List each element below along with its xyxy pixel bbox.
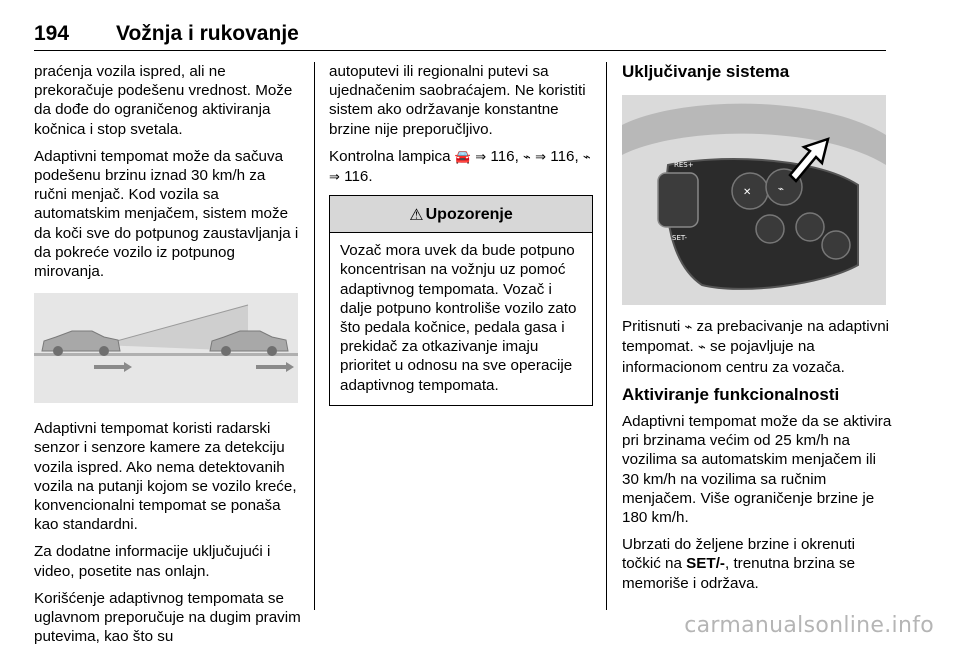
column-1 [34,62,302,654]
acc-button-icon: ⌁ [684,320,693,336]
warning-text: Vozač mora uvek da bude potpuno koncentrisan na vožnju uz pomoć adaptivnog tempomata. Vozač i dalje potpuno kontroliše vozilo zato što pedala kočnice, pedala gasa i prekidač za otkazivanje imaju prioritet u odnosu na sve operacije adaptivnog tempomata. [340,242,577,394]
warning-title: Upozorenje [425,205,513,223]
page-ref-arrow-icon: ⇒ [475,149,487,165]
car-lamp-icon: 🚘 [454,149,471,165]
acc-active-icon: ⌁ [582,149,591,165]
warning-box [329,195,593,406]
section-heading-enable: Uključivanje sistema [622,62,790,81]
col3-paragraph-3: Ubrzati do željene brzine i okrenuti točkić na SET/-, trenutna brzina se memoriše i održava. [622,536,856,592]
column-divider-2 [606,62,607,610]
steering-wheel-controls-illustration [622,95,886,305]
col1-paragraph-5: Korišćenje adaptivnog tempomata se uglavnom preporučuje na dugim pravim putevima, kao što su [34,589,301,646]
radar-illustration [34,293,298,403]
col1-paragraph-4: Za dodatne informacije uključujući i video, posetite nas onlajn. [34,543,271,580]
col2-paragraph-1: autoputevi ili regionalni putevi sa ujednačenim saobraćajem. Ne koristiti sistem ako održavanje konstantne brzine nije preporučljivo. [329,63,586,138]
acc-active-icon: ⌁ [697,340,706,356]
section-heading-activation: Aktiviranje funkcionalnosti [622,384,840,404]
column-3 [622,62,892,601]
col2-paragraph-2: Kontrolna lampica 🚘 ⇒ 116, ⌁ ⇒ 116, ⌁ ⇒ 116. [329,147,591,186]
column-2 [329,62,593,406]
set-control-label: SET/- [686,555,725,573]
watermark: carmanualsonline.info [684,613,934,638]
page-ref-link[interactable]: 116, [490,147,519,165]
page-ref-arrow-icon: ⇒ [329,170,340,186]
svg-text:✕: ✕ [743,187,752,199]
column-divider-1 [314,62,315,610]
col3-paragraph-2: Adaptivni tempomat može da se aktivira pri brzinama većim od 25 km/h na vozilima sa automatskim menjačem ili 30 km/h na vozilima sa ručnim menjačem. Više ograničenje brzine je 180 km/h. [622,413,892,527]
page-ref-link[interactable]: 116. [344,168,373,186]
col1-paragraph-1: praćenja vozila ispred, ali ne prekoračuje podešenu vrednost. Može da dođe do ograničenog aktiviranja kočnica i stop svetala. [34,63,293,138]
chapter-title: Vožnja i rukovanje [116,22,299,45]
page-ref-link[interactable]: 116, [550,147,579,165]
svg-text:⌁: ⌁ [778,184,785,196]
col3-paragraph-1: Pritisnuti ⌁ za prebacivanje na adaptivni tempomat. ⌁ se pojavljuje na informacionom centru za vozača. [622,318,890,376]
warning-icon: ⚠ [409,204,424,224]
col1-paragraph-3: Adaptivni tempomat koristi radarski senzor i senzore kamere za detekciju vozila ispred. Ako nema detektovanih vozila na putanji kojom se vozilo kreće, konvencionalni tempomat se ponaša kao standardni. [34,420,297,534]
set-label: SET- [672,234,688,243]
page-header [34,18,886,51]
warning-header [330,196,592,233]
page-number: 194 [34,22,70,45]
res-label: RES+ [674,161,694,170]
col1-paragraph-2: Adaptivni tempomat može da sačuva podešenu brzinu iznad 30 km/h za ručni menjač. Kod vozila sa automatskim menjačem, sistem može da koči sve do potpunog zaustavljanja i da pokreće vozilo iz potpunog mirovanja. [34,147,299,281]
acc-lamp-icon: ⌁ [523,149,531,165]
page-ref-arrow-icon: ⇒ [535,149,547,165]
